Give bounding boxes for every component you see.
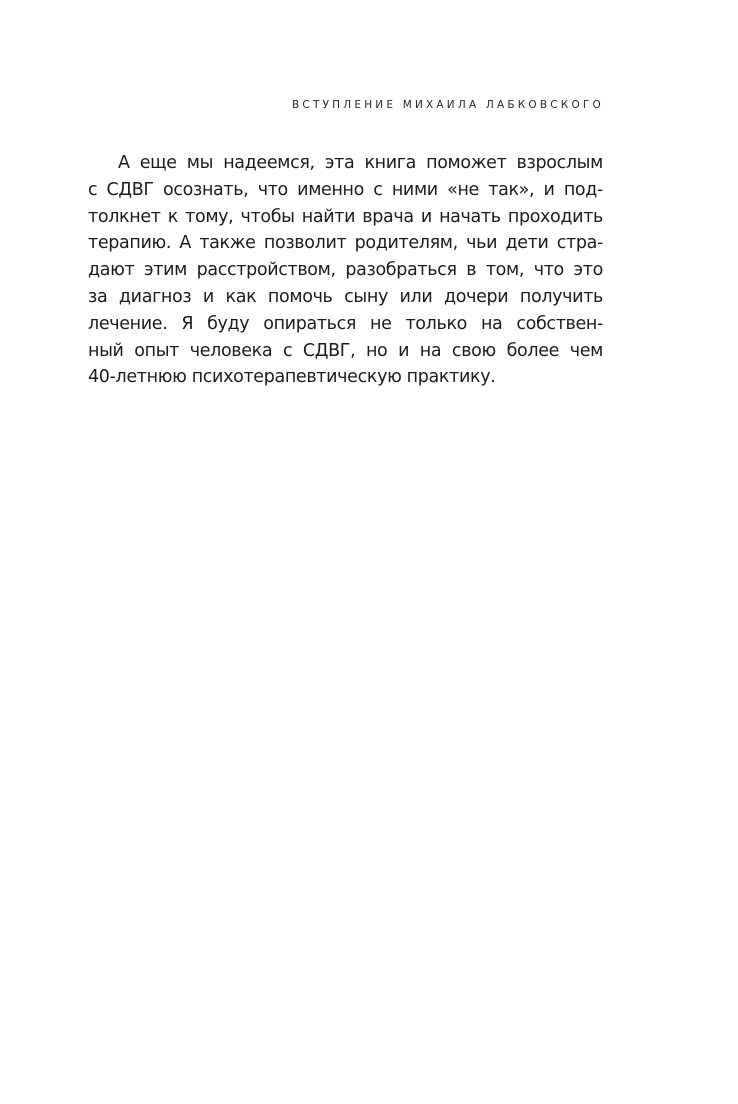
paragraph-line: терапию. А также позволит родителям, чьи дети стра- [88,233,603,254]
paragraph-line: за диагноз и как помочь сыну или дочери получить [88,286,603,307]
paragraph-line: дают этим расстройством, разобраться в том, что это [88,260,603,281]
paragraph-line: ный опыт человека с СДВГ, но и на свою более чем [88,340,603,361]
paragraph-line: толкнет к тому, чтобы найти врача и начать проходить [88,206,603,227]
paragraph-line: с СДВГ осознать, что именно с ними «не так», и под- [88,179,603,200]
paragraph-line: лечение. Я буду опираться не только на собствен- [88,313,603,334]
paragraph-line: 40-летнюю психотерапевтическую практику. [88,367,496,388]
running-header: ВСТУПЛЕНИЕ МИХАИЛА ЛАБКОВСКОГО [292,99,604,111]
body-paragraph [88,150,603,391]
paragraph-line: А еще мы надеемся, эта книга поможет взрослым [118,153,603,173]
